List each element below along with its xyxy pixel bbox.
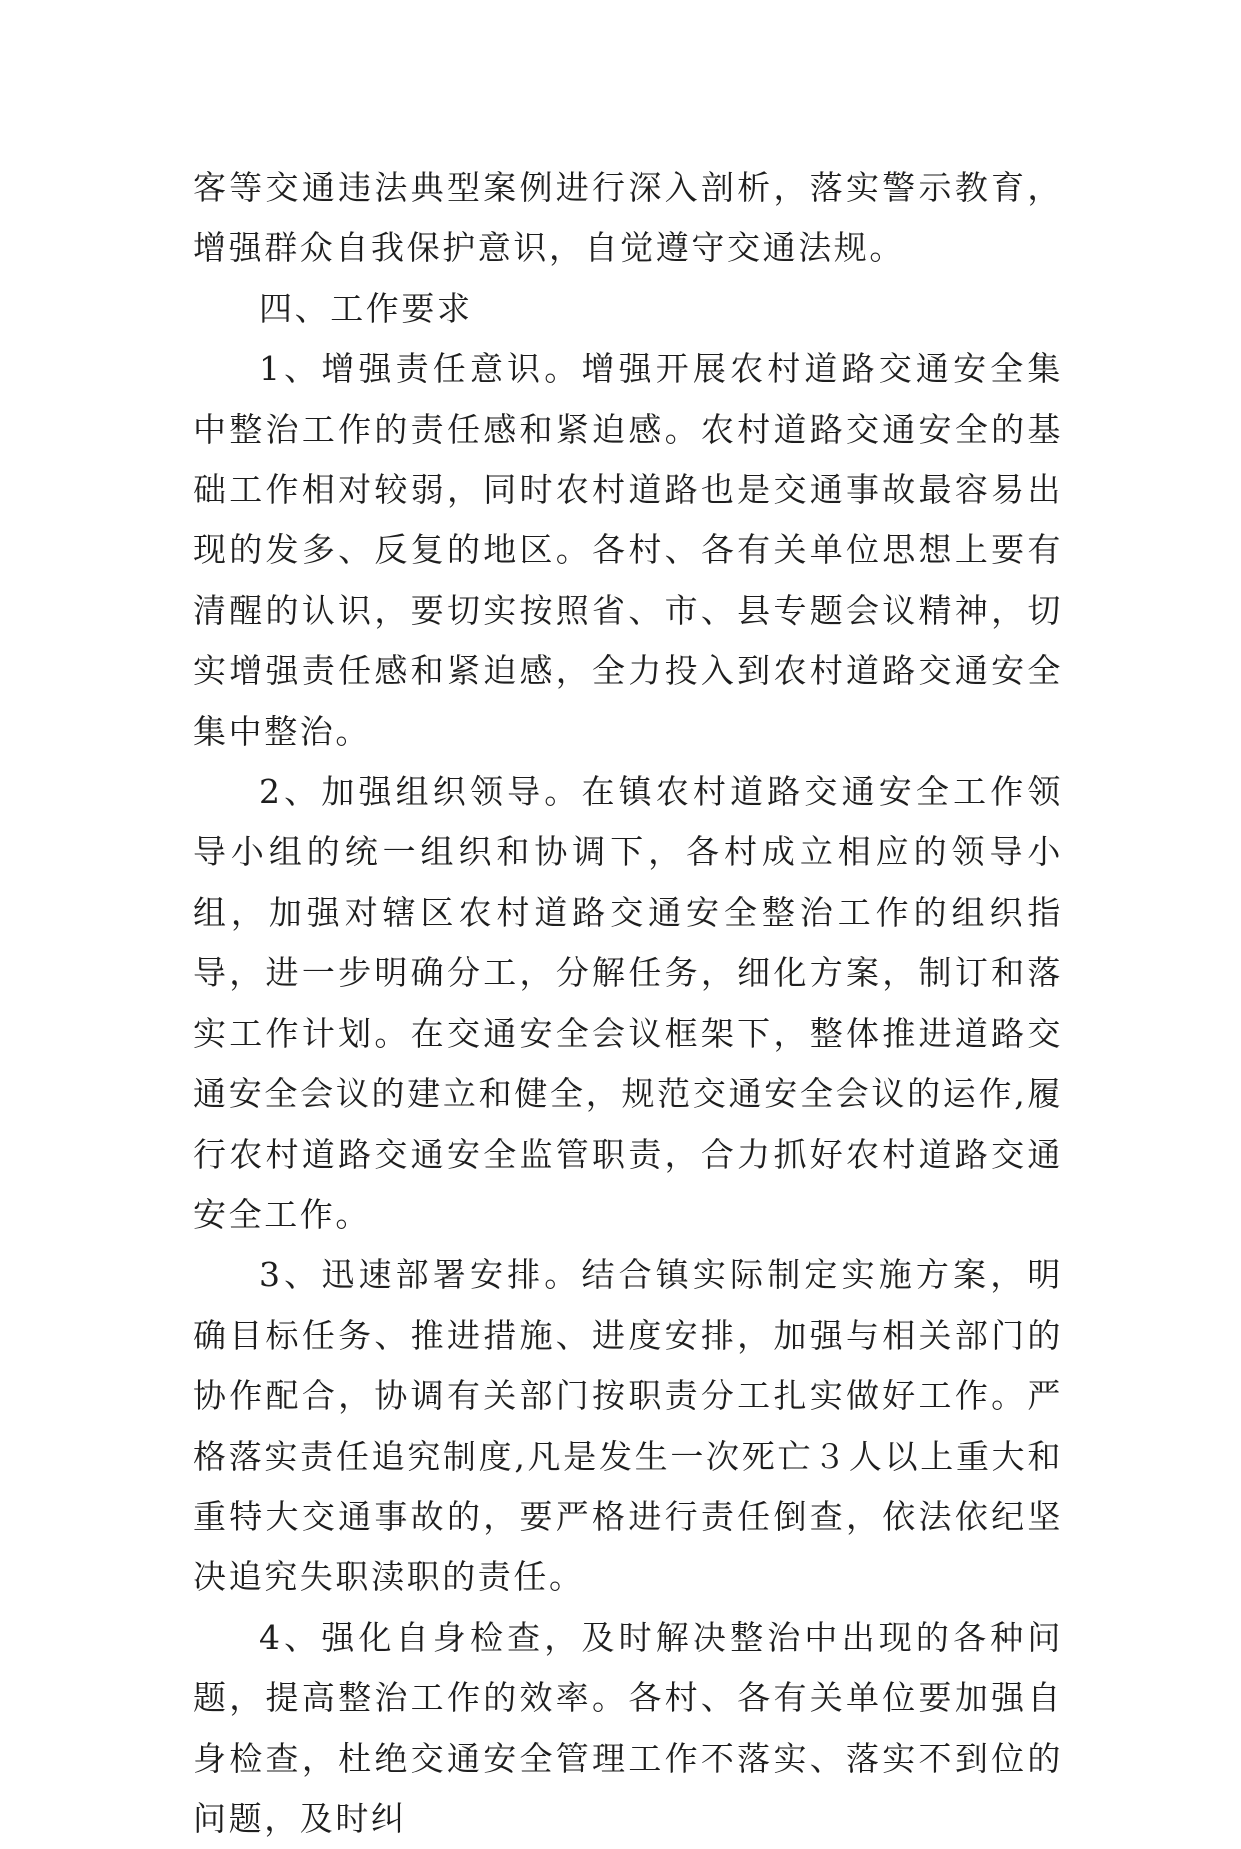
paragraph-item-1: 1、增强责任意识。增强开展农村道路交通安全集中整治工作的责任感和紧迫感。农村道路交通安全的基础工作相对较弱，同时农村道路也是交通事故最容易出现的发多、反复的地区。各村、各有关单位思想上要有清醒的认识，要切实按照省、市、县专题会议精神，切实增强责任感和紧迫感，全力投入到农村道路交通安全集中整治。 xyxy=(193,349,1063,751)
paragraph-item-4: 4、强化自身检查，及时解决整治中出现的各种问题，提高整治工作的效率。各村、各有关单位要加强自身检查，杜绝交通安全管理工作不落实、落实不到位的问题，及时纠 xyxy=(193,1617,1063,1838)
section-heading-work-requirements: 四、工作要求 xyxy=(259,288,473,328)
document-body xyxy=(193,158,1063,1849)
paragraph-continuation: 客等交通违法典型案例进行深入剖析，落实警示教育，增强群众自我保护意识，自觉遵守交通法规。 xyxy=(193,168,1063,268)
paragraph-item-3: 3、迅速部署安排。结合镇实际制定实施方案，明确目标任务、推进措施、进度安排，加强与相关部门的协作配合，协调有关部门按职责分工扎实做好工作。严格落实责任追究制度,凡是发生一次死亡３人以上重大和重特大交通事故的，要严格进行责任倒查，依法依纪坚决追究失职渎职的责任。 xyxy=(193,1255,1063,1597)
paragraph-item-2: 2、加强组织领导。在镇农村道路交通安全工作领导小组的统一组织和协调下，各村成立相应的领导小组，加强对辖区农村道路交通安全整治工作的组织指导，进一步明确分工，分解任务，细化方案，制订和落实工作计划。在交通安全会议框架下，整体推进道路交通安全会议的建立和健全，规范交通安全会议的运作,履行农村道路交通安全监管职责，合力抓好农村道路交通安全工作。 xyxy=(193,772,1063,1234)
